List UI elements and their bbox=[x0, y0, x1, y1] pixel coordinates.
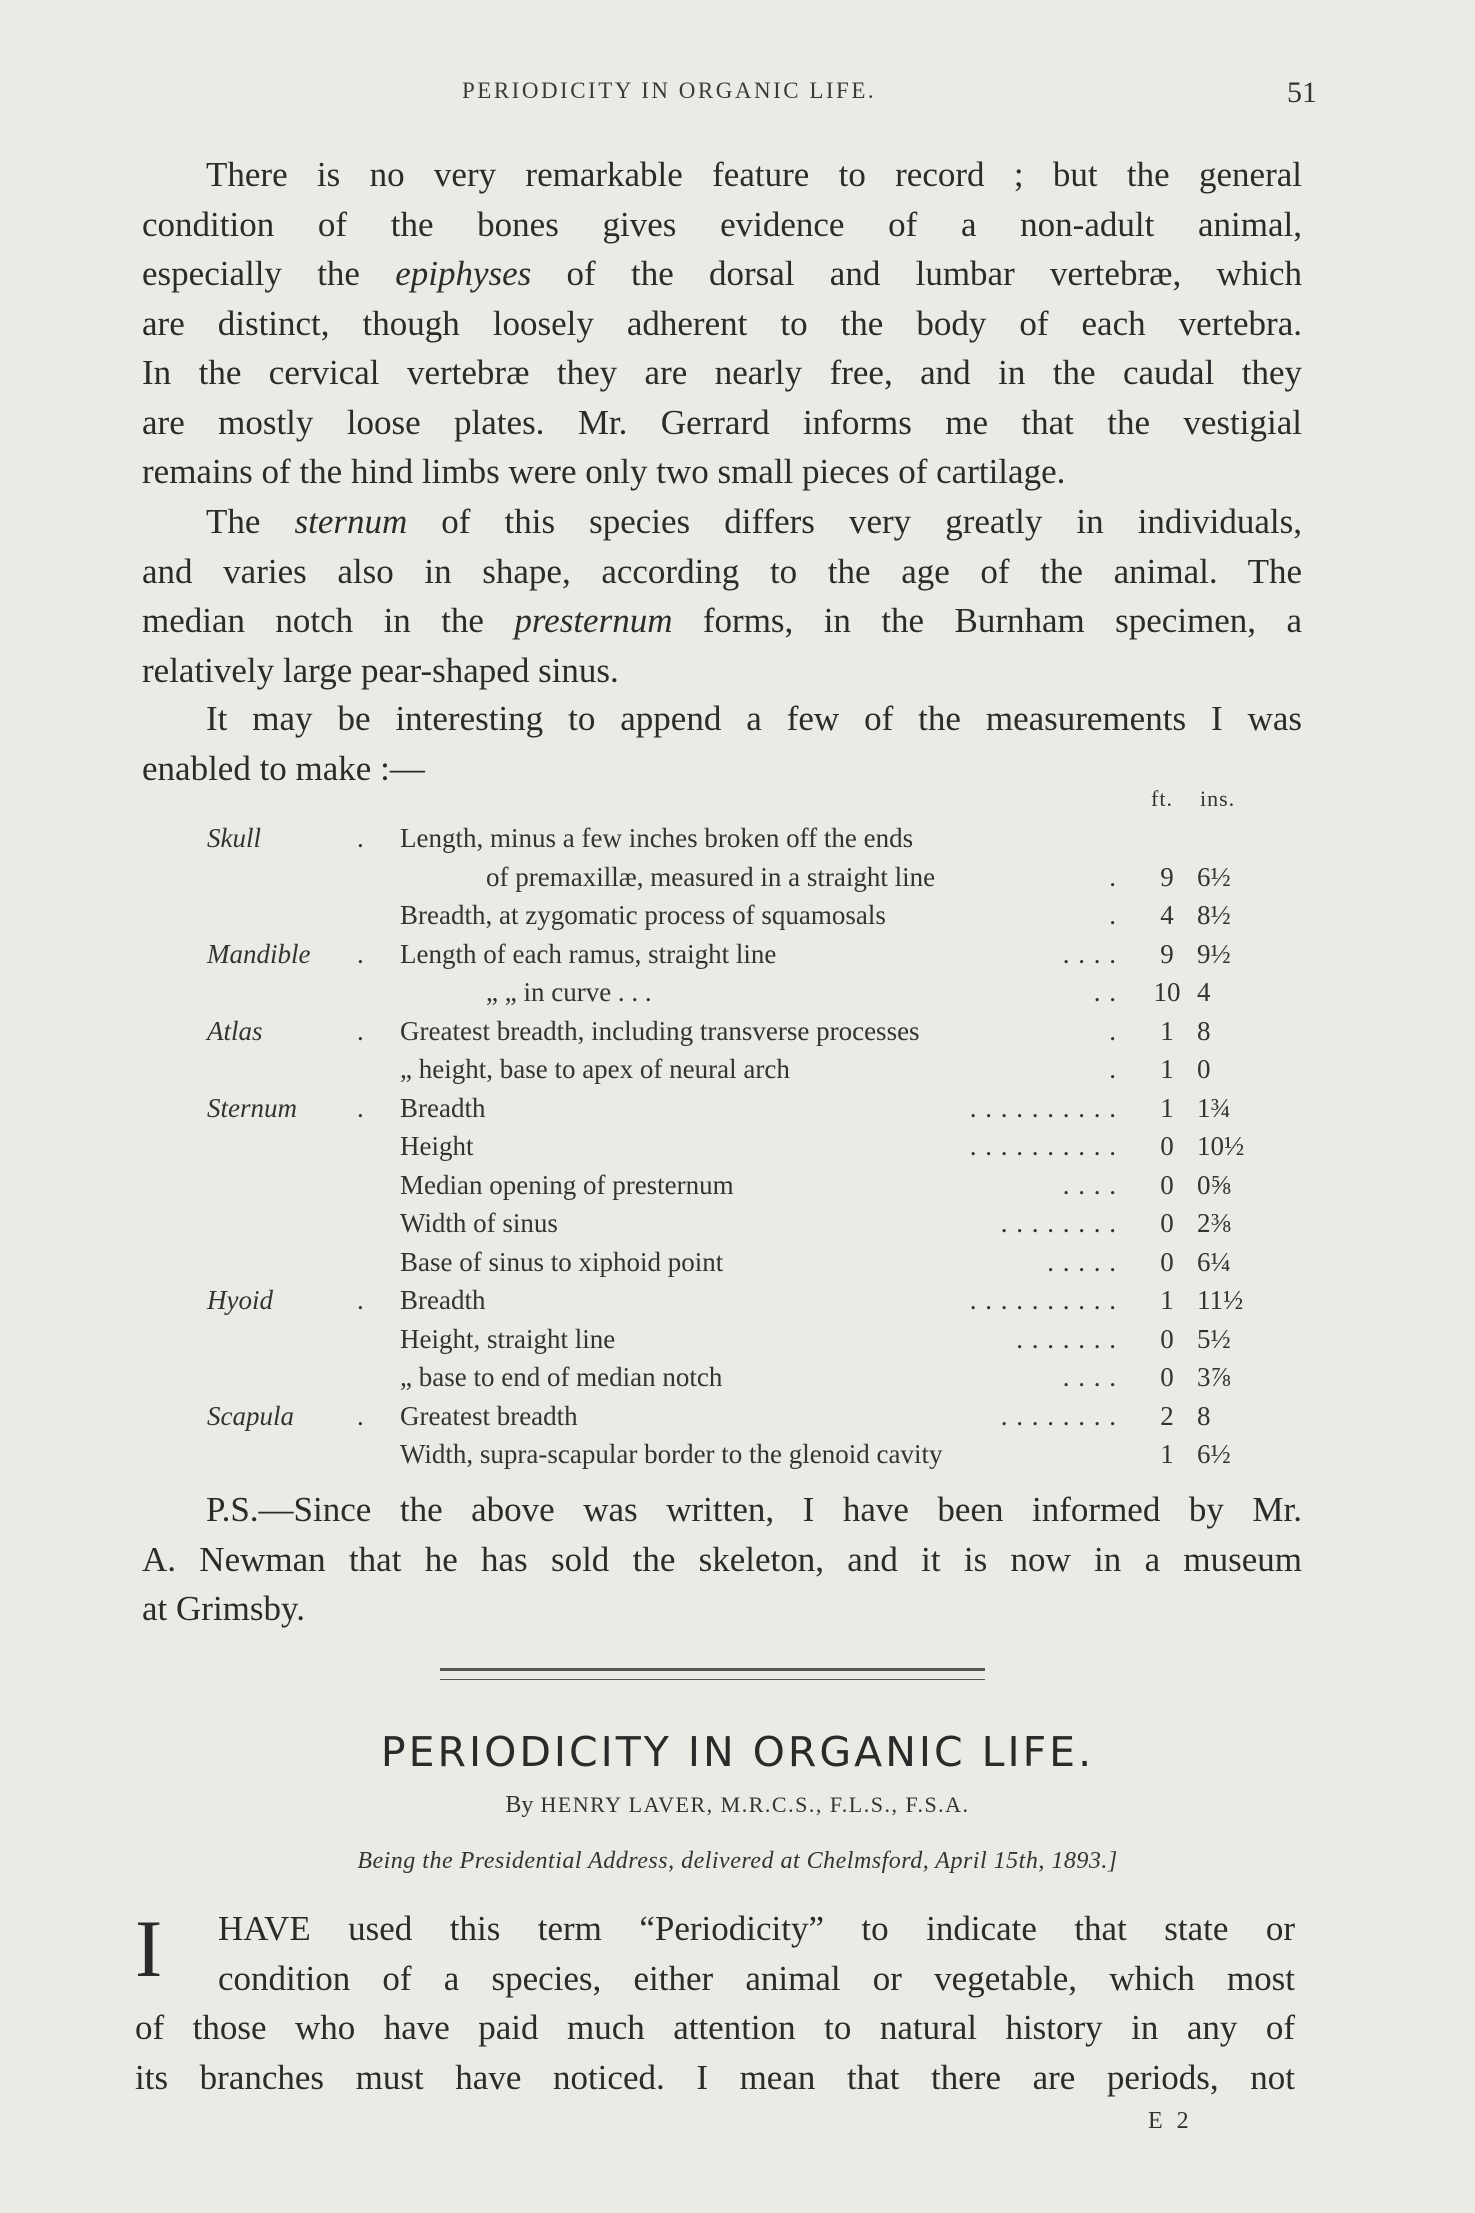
table-row bbox=[142, 1012, 1262, 1051]
text-run: of the dorsal and lumbar vertebræ, which bbox=[531, 254, 1302, 293]
row-inches-value: 4 bbox=[1197, 977, 1211, 1007]
row-feet-value: 0 bbox=[1160, 1323, 1174, 1354]
row-inches-value: 0⅝ bbox=[1197, 1169, 1231, 1200]
byline-author: HENRY LAVER, M.R.C.S., F.L.S., F.S.A. bbox=[540, 1792, 970, 1817]
text-line: It may be interesting to append a few of the measurements I was bbox=[206, 699, 1302, 738]
table-row bbox=[142, 1435, 1262, 1474]
row-description: Width of sinus bbox=[400, 1208, 558, 1238]
row-feet-value: 0 bbox=[1160, 1131, 1174, 1161]
drop-cap: I bbox=[135, 1903, 163, 1994]
row-part-dot: . bbox=[357, 938, 364, 969]
row-description: Median opening of presternum bbox=[400, 1169, 734, 1200]
text-line: In the cervical vertebræ they are nearly free, and in the caudal they bbox=[142, 353, 1302, 392]
table-row bbox=[142, 1397, 1262, 1436]
measurements-unit-header bbox=[142, 786, 1262, 816]
signature-mark: E 2 bbox=[1148, 2108, 1193, 2134]
measurements-rows bbox=[142, 819, 1262, 1474]
text-line bbox=[142, 249, 1302, 299]
row-inches-value: 8 bbox=[1197, 1015, 1211, 1046]
table-row bbox=[142, 1127, 1262, 1166]
paragraph-sternum bbox=[142, 497, 1302, 695]
text-line: relatively large pear-shaped sinus. bbox=[142, 650, 619, 690]
row-part-dot: . bbox=[357, 1285, 364, 1315]
row-description: „ base to end of median notch bbox=[400, 1362, 723, 1392]
row-inches-value: 5½ bbox=[1197, 1323, 1231, 1354]
row-feet-value: 9 bbox=[1160, 861, 1174, 892]
row-description: Length, minus a few inches broken off the ends bbox=[400, 823, 914, 853]
text-line: remains of the hind limbs were only two small pieces of cartilage. bbox=[142, 452, 1066, 491]
row-inches-value: 6½ bbox=[1197, 861, 1231, 892]
article-title: PERIODICITY IN ORGANIC LIFE. bbox=[380, 1728, 1095, 1776]
row-leader-dots: . . . . . bbox=[1047, 1246, 1117, 1277]
row-feet-value: 0 bbox=[1160, 1362, 1174, 1392]
text-line: its branches must have noticed. I mean that there are periods, not bbox=[135, 2057, 1295, 2097]
text-line: condition of a species, either animal or vegetable, which most bbox=[218, 1958, 1295, 1998]
row-leader-dots: . bbox=[1109, 1054, 1117, 1084]
row-leader-dots: . bbox=[1109, 1015, 1117, 1046]
row-feet-value: 0 bbox=[1160, 1208, 1174, 1238]
row-description: Height bbox=[400, 1131, 474, 1161]
page-number: 51 bbox=[1287, 76, 1317, 109]
row-feet-value: 4 bbox=[1160, 900, 1174, 930]
text-run: of this species differs very greatly in individuals, bbox=[407, 502, 1302, 541]
row-description: Breadth bbox=[400, 1285, 486, 1315]
row-inches-value: 11½ bbox=[1197, 1285, 1244, 1315]
row-inches-value: 6¼ bbox=[1197, 1246, 1231, 1277]
row-feet-value: 0 bbox=[1160, 1246, 1174, 1277]
row-leader-dots: . . . . bbox=[1062, 1169, 1117, 1200]
row-inches-value: 6½ bbox=[1197, 1439, 1231, 1469]
byline-by: By bbox=[505, 1792, 534, 1818]
row-description: Length of each ramus, straight line bbox=[400, 938, 777, 969]
row-feet-value: 9 bbox=[1160, 938, 1174, 969]
running-title: PERIODICITY IN ORGANIC LIFE. bbox=[462, 78, 877, 103]
row-leader-dots: . . . . . . . . bbox=[1000, 1400, 1117, 1431]
row-leader-dots: . . . . . . . . . . bbox=[969, 1092, 1117, 1123]
row-part-dot: . bbox=[357, 1400, 364, 1431]
text-line: condition of the bones gives evidence of a non-adult animal, bbox=[142, 204, 1302, 244]
row-description: Greatest breadth bbox=[400, 1400, 578, 1431]
row-feet-value: 1 bbox=[1160, 1015, 1174, 1046]
row-leader-dots: . . . . . . . . bbox=[1000, 1208, 1117, 1238]
row-leader-dots: . . . . . . . bbox=[1016, 1323, 1117, 1354]
table-row bbox=[142, 935, 1262, 974]
text-line: HAVE used this term “Periodicity” to indicate that state or bbox=[218, 1909, 1295, 1948]
text-line: of those who have paid much attention to natural history in any of bbox=[135, 2008, 1295, 2047]
row-feet-value: 1 bbox=[1160, 1092, 1174, 1123]
table-row bbox=[142, 819, 1262, 858]
row-part-label: Hyoid bbox=[207, 1285, 273, 1315]
paragraph-skeleton-condition bbox=[142, 150, 1302, 497]
row-part-label: Scapula bbox=[207, 1400, 294, 1431]
row-inches-value: 2⅜ bbox=[1197, 1208, 1231, 1238]
row-inches-value: 1¾ bbox=[1197, 1092, 1231, 1123]
table-row bbox=[142, 1089, 1262, 1128]
table-row bbox=[142, 973, 1262, 1012]
unit-inches-label: ins. bbox=[1200, 786, 1236, 811]
text-line: and varies also in shape, according to the age of the animal. The bbox=[142, 551, 1302, 591]
text-line bbox=[142, 497, 1302, 547]
row-feet-value: 1 bbox=[1160, 1285, 1174, 1315]
text-line: at Grimsby. bbox=[142, 1589, 305, 1628]
row-inches-value: 8 bbox=[1197, 1400, 1211, 1431]
paragraph-postscript bbox=[142, 1485, 1302, 1634]
row-inches-value: 8½ bbox=[1197, 900, 1231, 930]
text-run: The bbox=[206, 502, 295, 541]
text-run: especially the bbox=[142, 254, 396, 293]
text-run: median notch in the bbox=[142, 601, 515, 640]
row-leader-dots: . . bbox=[1093, 977, 1117, 1007]
table-row bbox=[142, 1050, 1262, 1089]
row-description: Base of sinus to xiphoid point bbox=[400, 1246, 724, 1277]
row-description: Width, supra-scapular border to the glenoid cavity bbox=[400, 1439, 943, 1469]
row-leader-dots: . . . . . . . . . . bbox=[969, 1285, 1117, 1315]
paragraph-measurements-intro bbox=[142, 694, 1302, 793]
section-divider bbox=[440, 1668, 985, 1680]
row-description: „ „ in curve . . . bbox=[486, 977, 652, 1007]
italic-term: presternum bbox=[514, 601, 673, 640]
text-line: A. Newman that he has sold the skeleton, and it is now in a museum bbox=[142, 1539, 1302, 1579]
row-inches-value: 9½ bbox=[1197, 938, 1231, 969]
row-feet-value: 1 bbox=[1160, 1054, 1174, 1084]
row-leader-dots: . bbox=[1109, 900, 1117, 930]
row-part-label: Mandible bbox=[207, 938, 311, 969]
row-inches-value: 10½ bbox=[1197, 1131, 1245, 1161]
italic-term: sternum bbox=[294, 502, 408, 541]
row-part-label: Skull bbox=[207, 823, 261, 853]
text-line: P.S.—Since the above was written, I have been informed by Mr. bbox=[206, 1490, 1302, 1529]
row-feet-value: 2 bbox=[1160, 1400, 1174, 1431]
article-subtitle: Being the Presidential Address, delivered at Chelmsford, April 15th, 1893.] bbox=[357, 1848, 1118, 1874]
row-leader-dots: . bbox=[1109, 861, 1117, 892]
text-line: There is no very remarkable feature to record ; but the general bbox=[206, 155, 1302, 194]
italic-term: epiphyses bbox=[395, 254, 532, 293]
row-part-dot: . bbox=[357, 1092, 364, 1123]
row-inches-value: 3⅞ bbox=[1197, 1362, 1231, 1392]
table-row bbox=[142, 858, 1262, 897]
row-part-label: Sternum bbox=[207, 1092, 297, 1123]
row-feet-value: 0 bbox=[1160, 1169, 1174, 1200]
table-row bbox=[142, 1166, 1262, 1205]
row-leader-dots: . . . . bbox=[1062, 938, 1117, 969]
text-line: are distinct, though loosely adherent to the body of each vertebra. bbox=[142, 303, 1302, 343]
byline bbox=[0, 1792, 1475, 1819]
text-line: enabled to make :— bbox=[142, 748, 425, 788]
row-feet-value: 1 bbox=[1160, 1439, 1174, 1469]
table-row bbox=[142, 1243, 1262, 1282]
row-description: Height, straight line bbox=[400, 1323, 616, 1354]
row-part-dot: . bbox=[357, 1015, 364, 1046]
row-description: „ height, base to apex of neural arch bbox=[400, 1054, 790, 1084]
paragraph-article-opening bbox=[135, 1904, 1295, 2102]
text-run: forms, in the Burnham specimen, a bbox=[672, 601, 1302, 640]
table-row bbox=[142, 1204, 1262, 1243]
table-row bbox=[142, 1281, 1262, 1320]
text-line: are mostly loose plates. Mr. Gerrard informs me that the vestigial bbox=[142, 402, 1302, 442]
table-row bbox=[142, 896, 1262, 935]
row-inches-value: 0 bbox=[1197, 1054, 1211, 1084]
running-head bbox=[142, 78, 1317, 118]
table-row bbox=[142, 1358, 1262, 1397]
row-part-label: Atlas bbox=[207, 1015, 263, 1046]
row-description: Breadth, at zygomatic process of squamosals bbox=[400, 900, 886, 930]
row-leader-dots: . . . . . . . . . . bbox=[969, 1131, 1117, 1161]
row-description: Greatest breadth, including transverse processes bbox=[400, 1015, 920, 1046]
table-row bbox=[142, 1320, 1262, 1359]
row-description: Breadth bbox=[400, 1092, 486, 1123]
row-part-dot: . bbox=[357, 823, 364, 853]
row-description: of premaxillæ, measured in a straight line bbox=[486, 861, 936, 892]
row-leader-dots: . . . . bbox=[1062, 1362, 1117, 1392]
row-feet-value: 10 bbox=[1153, 977, 1181, 1007]
unit-feet-label: ft. bbox=[1151, 786, 1173, 811]
text-line bbox=[142, 596, 1302, 646]
